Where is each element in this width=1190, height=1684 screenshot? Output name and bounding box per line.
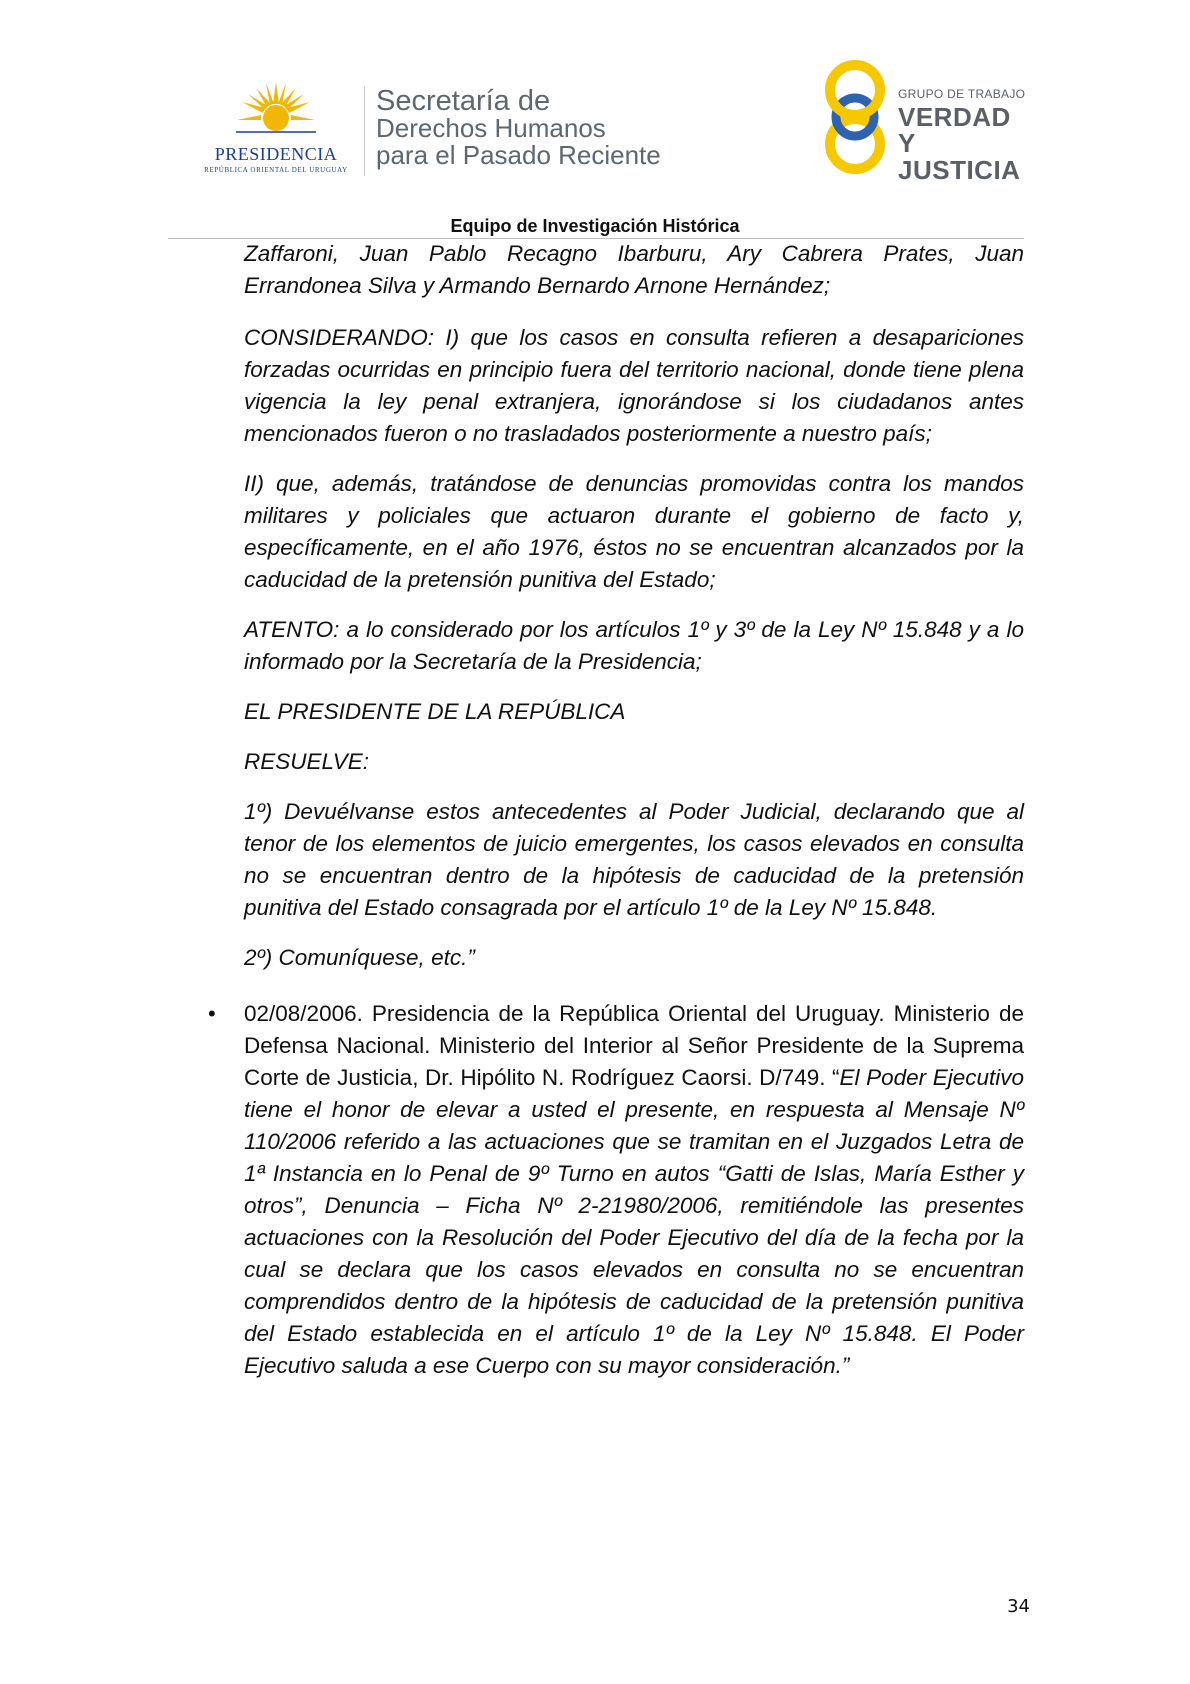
verdad-justicia-text [898,88,1030,183]
paragraph-names: Zaffaroni, Juan Pablo Recagno Ibarburu, Ary Cabrera Prates, Juan Errandonea Silva y Armando Bernardo Arnone Hernández; [244,241,1024,298]
gtvj-line-1: VERDAD Y [898,102,1011,158]
presidencia-subtitle: REPÚBLICA ORIENTAL DEL URUGUAY [204,166,348,174]
secretaria-line-1: Secretaría de [376,85,551,117]
running-header: Equipo de Investigación Histórica [450,216,740,236]
presidencia-wordmark: PRESIDENCIA [214,144,338,164]
paragraph-considerando-2: II) que, además, tratándose de denuncias promovidas contra los mandos militares y policiales que actuaron durante el gobierno de facto y, específicamente, en el año 1976, éstos no se encuentran alcanzados por la caducidad de la pretensión punitiva del Estado; [244,471,1024,592]
gtvj-subtitle: GRUPO DE TRABAJO [898,87,1026,101]
page-number: 34 [1007,1596,1030,1617]
bullet-paragraph [244,998,1024,1382]
list-item [208,998,1024,1382]
secretaria-line-3: para el Pasado Reciente [376,140,661,170]
paragraph-atento: ATENTO: a lo considerado por los artículos 1º y 3º de la Ley Nº 15.848 y a lo informado por la Secretaría de la Presidencia; [244,617,1024,674]
linked-rings-icon [820,56,890,182]
paragraph-resolution-2: 2º) Comuníquese, etc.” [244,945,475,970]
secretaria-logo-text [376,85,661,170]
logo-divider [364,86,365,176]
presidencia-logo [196,80,356,176]
paragraph-presidente: EL PRESIDENTE DE LA REPÚBLICA [244,699,626,724]
gtvj-line-2: JUSTICIA [898,155,1021,185]
sun-of-may-icon [236,80,316,142]
verdad-justicia-logo [820,56,1030,185]
secretaria-line-2: Derechos Humanos [376,113,606,143]
document-body [208,238,1024,1382]
paragraph-considerando-1: CONSIDERANDO: I) que los casos en consulta refieren a desapariciones forzadas ocurridas en principio fuera del territorio nacional, donde tiene plena vigencia la ley penal extranjera, ignorándose si los ciudadanos antes mencionados fueron o no trasladados posteriormente a nuestro país; [244,325,1024,446]
bullet-normal-text: 02/08/2006. Presidencia de la República Oriental del Uruguay. Ministerio de Defensa Nacional. Ministerio del Interior al Señor Presidente de la Suprema Corte de Justicia, Dr. Hipólito N. Rodríguez Caorsi. D/749. “ [244,1001,1024,1090]
bullet-italic-text: El Poder Ejecutivo tiene el honor de elevar a usted el presente, en respuesta al Mensaje Nº 110/2006 referido a las actuaciones que se tramitan en el Juzgados Letra de 1ª Instancia en lo Penal de 9º Turno en autos “Gatti de Islas, María Esther y otros”, Denuncia – Ficha Nº 2-21980/2006, remitiéndole las presentes actuaciones con la Resolución del Poder Ejecutivo del día de la fecha por la cual se declara que los casos elevados en consulta no se encuentran comprendidos dentro de la hipótesis de caducidad de la pretensión punitiva del Estado establecida en el artículo 1º de la Ley Nº 15.848. El Poder Ejecutivo saluda a ese Cuerpo con su mayor consideración.” [244,1065,1024,1378]
paragraph-resolution-1: 1º) Devuélvanse estos antecedentes al Poder Judicial, declarando que al tenor de los elementos de juicio emergentes, los casos elevados en consulta no se encuentran dentro de la hipótesis de caducidad de la pretensión punitiva del Estado consagrada por el artículo 1º de la Ley Nº 15.848. [244,799,1024,920]
bullet-marker: • [208,1001,216,1026]
paragraph-resuelve: RESUELVE: [244,749,370,774]
